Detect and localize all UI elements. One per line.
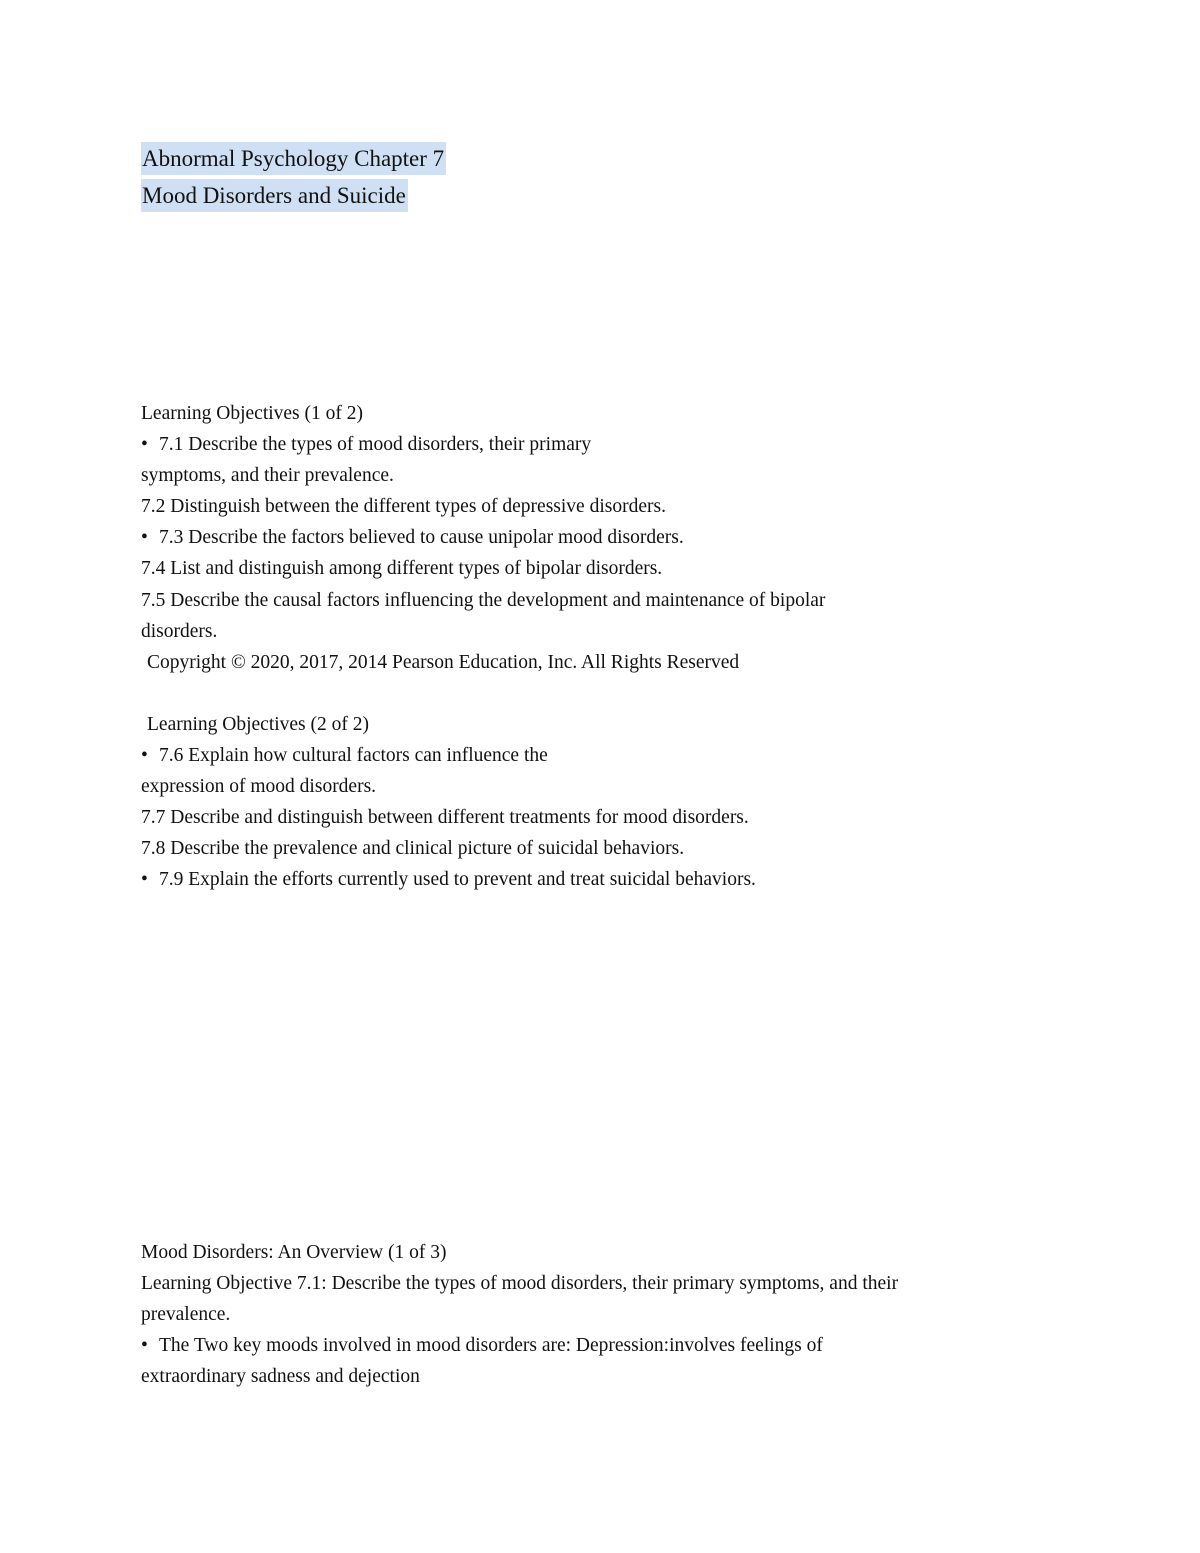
objective-line: symptoms, and their prevalence.	[141, 465, 394, 487]
overview-line: prevalence.	[141, 1304, 231, 1326]
overview-line: extraordinary sadness and dejection	[141, 1366, 420, 1388]
document-title	[141, 142, 446, 216]
overview-line: Learning Objective 7.1: Describe the types of mood disorders, their primary symptoms, and their	[141, 1273, 899, 1295]
overview-line: • The Two key moods involved in mood disorders are: Depression:involves feelings of	[141, 1330, 898, 1361]
section-heading: Mood Disorders: An Overview (1 of 3)	[141, 1242, 447, 1263]
objective-line: 7.8 Describe the prevalence and clinical picture of suicidal behaviors.	[141, 838, 685, 860]
objective-line: • 7.6 Explain how cultural factors can influence the	[141, 740, 756, 771]
title-line-2[interactable]: Mood Disorders and Suicide	[141, 179, 408, 212]
objective-line: • 7.9 Explain the efforts currently used to prevent and treat suicidal behaviors.	[141, 864, 756, 895]
bullet-icon: •	[141, 1335, 148, 1357]
objective-line: expression of mood disorders.	[141, 776, 377, 798]
bullet-icon: •	[141, 527, 148, 549]
objective-line: 7.2 Distinguish between the different types of depressive disorders.	[141, 496, 666, 518]
title-line-1[interactable]: Abnormal Psychology Chapter 7	[141, 142, 446, 175]
bullet-icon: •	[141, 745, 148, 767]
section-heading: Learning Objectives (2 of 2)	[147, 714, 370, 735]
bullet-icon: •	[141, 869, 148, 891]
copyright-notice: Copyright © 2020, 2017, 2014 Pearson Education, Inc. All Rights Reserved	[147, 651, 740, 673]
objective-line: 7.4 List and distinguish among different types of bipolar disorders.	[141, 558, 663, 580]
mood-disorders-overview	[141, 1237, 898, 1392]
section-heading: Learning Objectives (1 of 2)	[141, 403, 364, 424]
objective-line: disorders.	[141, 620, 218, 642]
objective-line: • 7.1 Describe the types of mood disorders, their primary	[141, 429, 825, 460]
objective-line: 7.5 Describe the causal factors influencing the development and maintenance of bipolar	[141, 589, 826, 611]
learning-objectives-part-1	[141, 398, 825, 678]
bullet-icon: •	[141, 434, 148, 456]
learning-objectives-part-2	[141, 709, 756, 896]
objective-line: • 7.3 Describe the factors believed to cause unipolar mood disorders.	[141, 522, 825, 553]
objective-line: 7.7 Describe and distinguish between different treatments for mood disorders.	[141, 807, 749, 829]
